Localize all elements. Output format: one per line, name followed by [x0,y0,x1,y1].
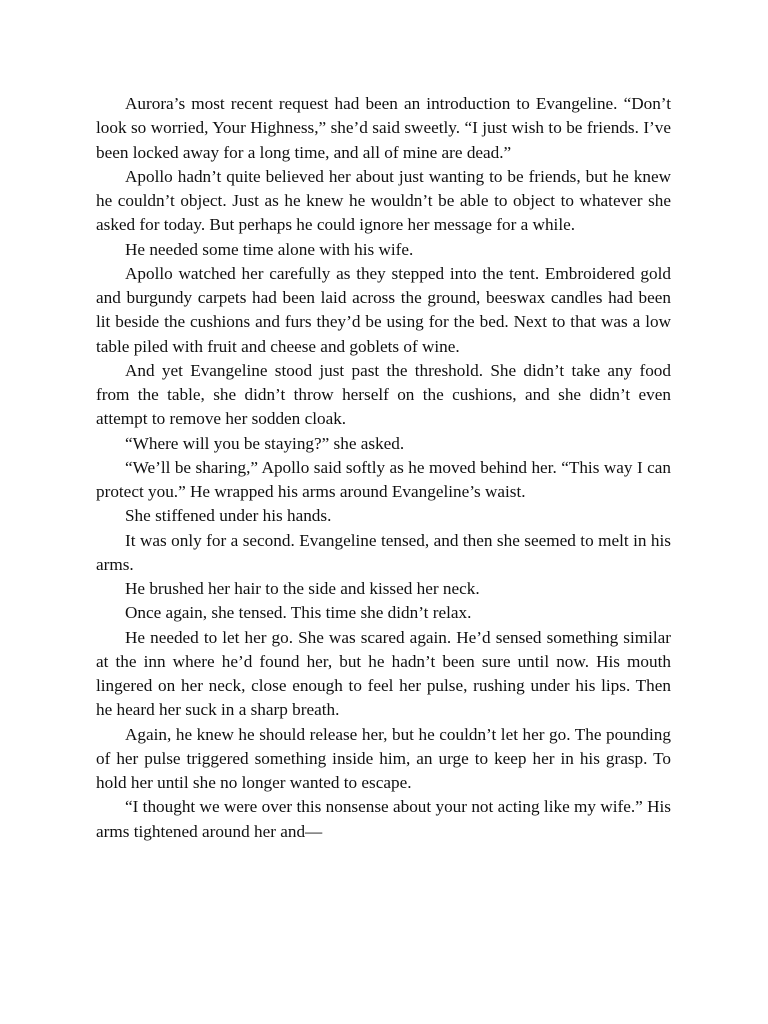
paragraph: Apollo watched her carefully as they stepped into the tent. Embroidered gold and burgundy carpets had been laid across the ground, beeswax candles had been lit beside the cushions and furs they’d be using for the bed. Next to that was a low table piled with fruit and cheese and goblets of wine. [96,263,671,356]
paragraph: Once again, she tensed. This time she didn’t relax. [125,603,472,623]
paragraph: Apollo hadn’t quite believed her about just wanting to be friends, but he knew he couldn’t object. Just as he knew he wouldn’t be able to object to whatever she asked for today. But perhaps he could ignore her message for a while. [96,166,671,235]
paragraph: “I thought we were over this nonsense about your not acting like my wife.” His arms tightened around her and— [96,797,671,841]
paragraph: He needed some time alone with his wife. [125,239,414,259]
paragraph: He brushed her hair to the side and kissed her neck. [125,579,480,598]
paragraph: It was only for a second. Evangeline tensed, and then she seemed to melt in his arms. [96,530,671,574]
paragraph: Aurora’s most recent request had been an introduction to Evangeline. “Don’t look so worried, Your Highness,” she’d said sweetly. “I just wish to be friends. I’ve been locked away for a long time, and all of mine are dead.” [96,94,671,162]
paragraph: Again, he knew he should release her, but he couldn’t let her go. The pounding of her pulse triggered something inside him, an urge to keep her in his grasp. To hold her until she no longer wanted to escape. [96,724,671,792]
paragraph: She stiffened under his hands. [125,506,332,526]
paragraph: “We’ll be sharing,” Apollo said softly as he moved behind her. “This way I can protect you.” He wrapped his arms around Evangeline’s waist. [96,457,671,501]
paragraph: And yet Evangeline stood just past the threshold. She didn’t take any food from the table, she didn’t throw herself on the cushions, and she didn’t even attempt to remove her sodden cloak. [96,360,671,429]
paragraph: He needed to let her go. She was scared again. He’d sensed something similar at the inn where he’d found her, but he hadn’t been sure until now. His mouth lingered on her neck, close enough to feel her pulse, rushing under his lips. Then he heard her suck in a sharp breath. [96,627,671,720]
paragraph: “Where will you be staying?” she asked. [125,433,405,453]
book-page-text [96,92,671,844]
